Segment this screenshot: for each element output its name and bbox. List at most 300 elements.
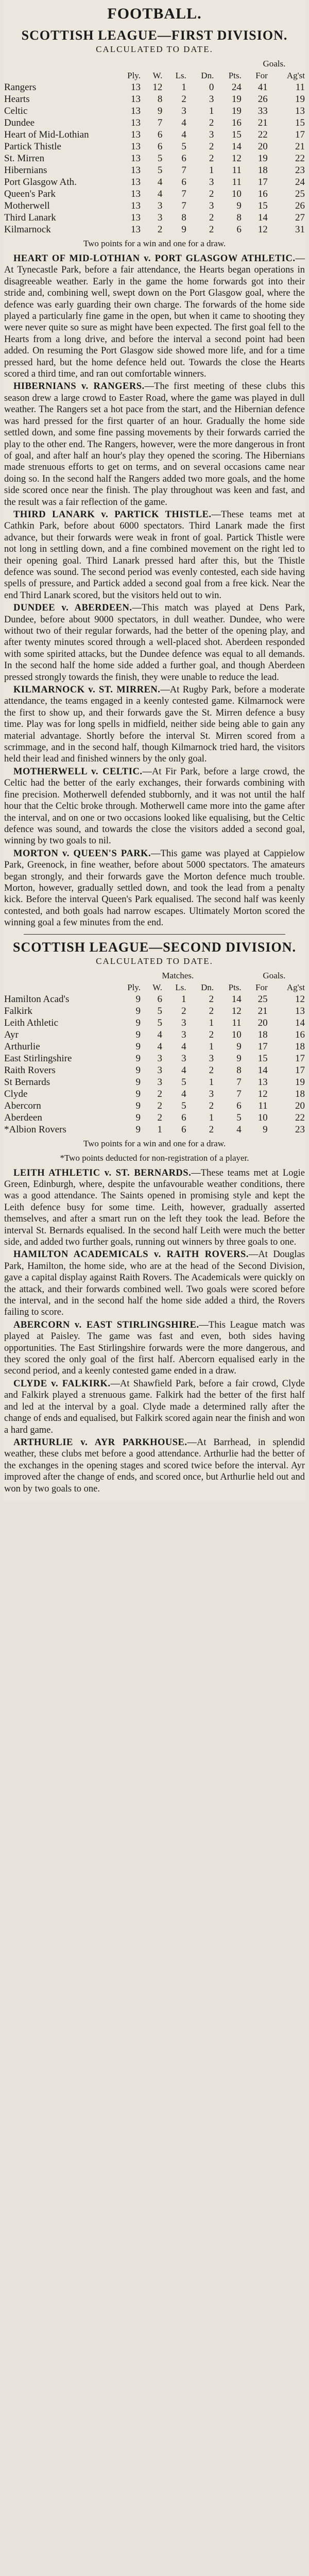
match-report-lead: KILMARNOCK v. ST. MIRREN. bbox=[13, 685, 161, 696]
stat-l: 4 bbox=[181, 1041, 186, 1052]
match-report-text: —At Rugby Park, before a moderate attendance, the teams engaged in a keenly contested game. Kilmarnock were the first to show up, and their forwards gave the St. Mirren defence a busy time. Play was for long spells in midfield, neither side being able to gain any material advantage. Shortly before the interval St. Mirren scored from a scrimmage, and in the second half, though Kilmarnock tried hard, the visitors held their lead and finished winners by the only goal. bbox=[4, 685, 305, 765]
stat-gf: 20 bbox=[258, 1017, 268, 1028]
stat-pts: 5 bbox=[236, 1112, 242, 1123]
stat-w: 3 bbox=[157, 200, 163, 211]
match-report bbox=[3, 381, 306, 507]
stat-ga: 13 bbox=[295, 1005, 305, 1016]
second-division-points-note: Two points for a win and one for a draw. bbox=[83, 1138, 226, 1148]
stat-ga: 23 bbox=[295, 1124, 305, 1135]
stat-w: 6 bbox=[157, 129, 163, 140]
stat-pts: 19 bbox=[231, 94, 242, 105]
team-name: Celtic bbox=[4, 106, 28, 116]
team-name: St Bernards bbox=[4, 1076, 50, 1088]
stat-d: 1 bbox=[209, 1112, 214, 1123]
stat-gf: 41 bbox=[258, 82, 268, 93]
match-report-text: —This match was played at Dens Park, Dundee, before about 9000 spectators, in dull weather. Dundee, who were without two of their regular forwards, had the better of the opening play, and after twenty minutes scored through a well-placed shot. Aberdeen responded with some spirited attacks, but the Dundee defence was equal to all demands. In the second half the home side added a further goal, and though Aberdeen pressed strongly towards the finish, they were unable to reduce the lead. bbox=[4, 603, 305, 683]
stat-pts: 10 bbox=[231, 189, 242, 199]
team-name: Arthurlie bbox=[4, 1041, 40, 1052]
match-report bbox=[3, 766, 306, 847]
stat-ply: 13 bbox=[130, 153, 141, 164]
team-name: Abercorn bbox=[4, 1100, 41, 1111]
column-header: Dn. bbox=[201, 71, 214, 80]
table-row bbox=[3, 152, 306, 164]
team-name: St. Mirren bbox=[4, 153, 45, 164]
stat-d: 3 bbox=[209, 129, 214, 140]
team-name: Heart of Mid-Lothian bbox=[4, 129, 89, 140]
stat-w: 9 bbox=[157, 106, 163, 116]
goals-header: Goals. bbox=[263, 970, 286, 980]
table-row bbox=[3, 129, 306, 141]
stat-pts: 4 bbox=[236, 1124, 242, 1135]
stat-ga: 15 bbox=[295, 117, 305, 128]
stat-ga: 23 bbox=[295, 165, 305, 176]
stat-l: 3 bbox=[181, 106, 186, 116]
stat-gf: 18 bbox=[258, 1029, 268, 1040]
stat-l: 7 bbox=[181, 165, 186, 176]
stat-ply: 13 bbox=[130, 129, 141, 140]
column-header: Ag'st bbox=[286, 982, 305, 992]
stat-w: 5 bbox=[157, 165, 163, 176]
column-header: Ls. bbox=[175, 982, 186, 992]
stat-gf: 10 bbox=[258, 1112, 268, 1123]
stat-w: 1 bbox=[157, 1124, 162, 1135]
stat-ga: 16 bbox=[295, 1029, 305, 1040]
stat-pts: 9 bbox=[236, 200, 242, 211]
stat-w: 3 bbox=[157, 1053, 162, 1064]
stat-ply: 13 bbox=[130, 212, 141, 223]
stat-pts: 7 bbox=[236, 1088, 242, 1099]
stat-d: 2 bbox=[209, 189, 214, 199]
stat-ply: 9 bbox=[135, 993, 141, 1005]
match-report-text: —This League match was played at Paisley. The game was fast and even, both sides having opportunities. The East Stirlingshire forwards were the more dangerous, and they scored the only goal of the first half. Abercorn equalised early in the second period, and a keenly contested game ended in a draw. bbox=[4, 1319, 305, 1377]
stat-ga: 17 bbox=[295, 1053, 305, 1064]
match-report-text: —At Douglas Park, Hamilton, the home side, who are at the head of the Second Division, gave a capital display against Raith Rovers. The Academicals were quickly on the attack, and their forwards combined well. Two goals were scored before the interval, and in the second half the home side added a third, the Rovers failing to score. bbox=[4, 1249, 305, 1318]
match-report-text: —These teams met at Logie Green, Edinburgh, where, despite the unfavourable weather conditions, there was a good attendance. The Saints opened in promising style and kept the Leith defence busy for some time. Leith, however, gradually asserted themselves, and after a smart run on the left they took the lead. Before the interval St. Bernards equalised. In the second half Leith were much the better side, and added two further goals, running out winners by three goals to one. bbox=[4, 1167, 305, 1247]
stat-d: 2 bbox=[209, 212, 214, 223]
stat-gf: 25 bbox=[258, 993, 268, 1005]
first-division-reports bbox=[3, 253, 306, 929]
match-report bbox=[3, 509, 306, 601]
team-name: Dundee bbox=[4, 117, 35, 128]
column-header: Ply. bbox=[127, 71, 141, 80]
stat-pts: 6 bbox=[236, 1100, 242, 1111]
stat-gf: 26 bbox=[258, 94, 268, 105]
table-row bbox=[3, 1124, 306, 1136]
stat-ply: 9 bbox=[135, 1076, 141, 1088]
stat-pts: 16 bbox=[231, 117, 242, 128]
match-report bbox=[3, 1319, 306, 1377]
table-row bbox=[3, 200, 306, 212]
first-division-points-note: Two points for a win and one for a draw. bbox=[83, 239, 226, 248]
matches-header: Matches. bbox=[162, 970, 194, 980]
first-division-title: SCOTTISH LEAGUE—FIRST DIVISION. bbox=[21, 28, 288, 43]
stat-ply: 9 bbox=[135, 1112, 141, 1123]
first-division-section bbox=[3, 28, 306, 929]
stat-pts: 10 bbox=[231, 1029, 242, 1040]
column-header: Ag'st bbox=[286, 71, 305, 80]
match-report-text: —These teams met at Cathkin Park, before about 6000 spectators. Third Lanark made the first advance, but their forwards were weak in front of goal. Partick Thistle were not long in settling down, and a fine combined movement on the right led to their opening goal. Third Lanark pressed hard after this, but the Thistle defence was sound. The second period was evenly contested, each side having spells of pressure, and Partick added a second goal from a free kick. Near the end Third Lanark scored, but the visitors held out to win. bbox=[4, 509, 305, 601]
match-report-lead: HEART OF MID-LOTHIAN v. PORT GLASGOW ATHLETIC. bbox=[13, 253, 296, 264]
second-division-title: SCOTTISH LEAGUE—SECOND DIVISION. bbox=[13, 939, 296, 955]
column-header: W. bbox=[152, 71, 163, 80]
stat-ply: 13 bbox=[130, 165, 141, 176]
stat-l: 4 bbox=[181, 1064, 186, 1076]
team-name: Kilmarnock bbox=[4, 224, 51, 235]
match-report bbox=[3, 1378, 306, 1436]
table-row bbox=[3, 1017, 306, 1029]
stat-gf: 18 bbox=[258, 165, 268, 176]
second-division-deduction-note: *Two points deducted for non-registration of a player. bbox=[60, 1153, 249, 1163]
stat-ga: 27 bbox=[295, 212, 305, 223]
stat-l: 3 bbox=[181, 1053, 186, 1064]
table-row bbox=[3, 1088, 306, 1100]
match-report-text: —At Barrhead, in splendid weather, these clubs met before a good attendance. Arthurlie had the better of the exchanges in the opening stages and scored twice before the interval. Ayr improved after the change of ends, and scored once, but Arthurlie held out and won by two goals to one. bbox=[4, 1437, 305, 1494]
stat-l: 1 bbox=[181, 82, 186, 93]
stat-ga: 22 bbox=[295, 1112, 305, 1123]
match-report-lead: ABERCORN v. EAST STIRLINGSHIRE. bbox=[13, 1319, 199, 1330]
match-report-lead: CLYDE v. FALKIRK. bbox=[13, 1378, 111, 1389]
stat-ply: 13 bbox=[130, 200, 141, 211]
table-row bbox=[3, 117, 306, 129]
stat-ply: 9 bbox=[135, 1124, 141, 1135]
first-division-calculated: CALCULATED TO DATE. bbox=[96, 44, 213, 54]
stat-w: 2 bbox=[157, 224, 163, 235]
column-header: Pts. bbox=[228, 71, 242, 80]
stat-pts: 8 bbox=[236, 212, 242, 223]
table-row bbox=[3, 141, 306, 152]
stat-ga: 11 bbox=[295, 82, 305, 93]
section-divider bbox=[24, 934, 285, 935]
table-row bbox=[3, 81, 306, 93]
stat-pts: 8 bbox=[236, 1064, 242, 1076]
table-row bbox=[3, 164, 306, 176]
stat-ply: 13 bbox=[130, 106, 141, 116]
match-report-text: —The first meeting of these clubs this season drew a large crowd to Easter Road, where the game was played in dull weather. The Rangers set a hot pace from the start, and the Hibernian defence was hard pressed for the first quarter of an hour. Gradually the home side settled down, and some fine passing movements by their forwards carried the play to the other end. The Rangers, however, were the more dangerous in front of goal, and after half an hour's play they opened the scoring. The Hibernians made strenuous efforts to get on terms, and on several occasions came near doing so. In the second half the Rangers added two more goals, and the home side scored once near the finish. The play throughout was keen and fast, and the result was a fair reflection of the game. bbox=[4, 381, 305, 507]
match-report bbox=[3, 684, 306, 765]
stat-pts: 7 bbox=[236, 1076, 242, 1088]
stat-pts: 6 bbox=[236, 224, 242, 235]
table-row bbox=[3, 105, 306, 117]
stat-pts: 11 bbox=[232, 165, 242, 176]
stat-d: 2 bbox=[209, 1064, 214, 1076]
stat-d: 2 bbox=[209, 117, 214, 128]
stat-ply: 13 bbox=[130, 117, 141, 128]
stat-ply: 13 bbox=[130, 189, 141, 199]
team-name: *Albion Rovers bbox=[4, 1124, 66, 1135]
stat-l: 2 bbox=[181, 1005, 186, 1016]
stat-d: 2 bbox=[209, 224, 214, 235]
table-row bbox=[3, 188, 306, 200]
team-name: Aberdeen bbox=[4, 1112, 42, 1123]
match-report bbox=[3, 253, 306, 380]
stat-gf: 12 bbox=[258, 224, 268, 235]
stat-l: 6 bbox=[181, 177, 186, 188]
match-report-text: —At Shawfield Park, before a fair crowd, Clyde and Falkirk played a strenuous game. Falkirk had the better of the first half and led at the interval by a goal. Clyde made a determined rally after the change of ends and equalised, but Falkirk scored again near the finish and won a hard game. bbox=[4, 1378, 305, 1435]
match-report bbox=[3, 848, 306, 929]
stat-pts: 14 bbox=[231, 993, 242, 1005]
team-name: Partick Thistle bbox=[4, 141, 61, 152]
column-header: Ls. bbox=[175, 71, 186, 80]
stat-l: 4 bbox=[181, 117, 186, 128]
column-header: Dn. bbox=[201, 982, 214, 992]
stat-w: 7 bbox=[157, 117, 163, 128]
goals-header: Goals. bbox=[263, 59, 286, 69]
stat-ga: 20 bbox=[295, 1100, 305, 1111]
stat-ga: 18 bbox=[295, 1088, 305, 1099]
team-name: Third Lanark bbox=[4, 212, 56, 223]
team-name: Leith Athletic bbox=[4, 1017, 59, 1028]
stat-d: 3 bbox=[209, 200, 214, 211]
match-report bbox=[3, 1437, 306, 1495]
stat-ply: 9 bbox=[135, 1041, 141, 1052]
team-name: Rangers bbox=[4, 82, 37, 93]
stat-ga: 17 bbox=[295, 1064, 305, 1076]
stat-d: 2 bbox=[209, 1124, 214, 1135]
table-row bbox=[3, 1076, 306, 1088]
stat-d: 0 bbox=[209, 82, 214, 93]
stat-d: 2 bbox=[209, 1100, 214, 1111]
stat-ply: 13 bbox=[130, 141, 141, 152]
stat-pts: 12 bbox=[231, 153, 242, 164]
stat-l: 7 bbox=[181, 200, 186, 211]
stat-l: 4 bbox=[181, 129, 186, 140]
stat-ga: 19 bbox=[295, 1076, 305, 1088]
stat-ga: 14 bbox=[295, 1017, 305, 1028]
match-report-lead: LEITH ATHLETIC v. ST. BERNARDS. bbox=[13, 1167, 192, 1178]
stat-d: 2 bbox=[209, 993, 214, 1005]
stat-ga: 22 bbox=[295, 153, 305, 164]
first-division-column-header-row bbox=[3, 70, 306, 81]
stat-gf: 15 bbox=[258, 200, 268, 211]
table-row bbox=[3, 1005, 306, 1017]
stat-d: 3 bbox=[209, 177, 214, 188]
stat-pts: 11 bbox=[232, 1017, 242, 1028]
stat-w: 2 bbox=[157, 1112, 162, 1123]
second-division-section bbox=[3, 940, 306, 1495]
stat-w: 4 bbox=[157, 189, 163, 199]
stat-gf: 11 bbox=[258, 1100, 268, 1111]
stat-w: 4 bbox=[157, 1029, 162, 1040]
stat-w: 4 bbox=[157, 1041, 162, 1052]
stat-gf: 19 bbox=[258, 153, 268, 164]
stat-l: 5 bbox=[181, 1076, 186, 1088]
table-row bbox=[3, 1112, 306, 1124]
stat-l: 9 bbox=[181, 224, 186, 235]
match-report-text: —This game was played at Cappielow Park, Greenock, in fine weather, before about 5000 spectators. The amateurs began strongly, and their forwards gave the Morton defence much trouble. Morton, however, gradually settled down, and took the lead from a penalty kick. Before the interval Queen's Park equalised. The second half was keenly contested, and both goals had narrow escapes. Ultimately Morton scored the winning goal a few minutes from the end. bbox=[4, 848, 305, 928]
stat-d: 1 bbox=[209, 1017, 214, 1028]
stat-gf: 14 bbox=[258, 212, 268, 223]
newspaper-column bbox=[3, 0, 306, 1501]
team-name: Motherwell bbox=[4, 200, 50, 211]
stat-w: 3 bbox=[157, 212, 163, 223]
stat-gf: 14 bbox=[258, 1064, 268, 1076]
stat-l: 1 bbox=[181, 993, 186, 1005]
stat-ply: 9 bbox=[135, 1100, 141, 1111]
table-row bbox=[3, 224, 306, 235]
stat-l: 6 bbox=[181, 153, 186, 164]
stat-ga: 24 bbox=[295, 177, 305, 188]
stat-ga: 31 bbox=[295, 224, 305, 235]
stat-pts: 19 bbox=[231, 106, 242, 116]
stat-w: 4 bbox=[157, 177, 163, 188]
stat-ply: 13 bbox=[130, 224, 141, 235]
team-name: Hibernians bbox=[4, 165, 47, 176]
table-row bbox=[3, 176, 306, 188]
table-row bbox=[3, 1053, 306, 1064]
stat-d: 3 bbox=[209, 94, 214, 105]
stat-ply: 9 bbox=[135, 1017, 141, 1028]
stat-gf: 13 bbox=[258, 1076, 268, 1088]
stat-d: 1 bbox=[209, 1076, 214, 1088]
stat-l: 5 bbox=[181, 141, 186, 152]
stat-gf: 33 bbox=[258, 106, 268, 116]
match-report-lead: MORTON v. QUEEN'S PARK. bbox=[13, 848, 151, 859]
stat-w: 2 bbox=[157, 1100, 162, 1111]
match-report-lead: THIRD LANARK v. PARTICK THISTLE. bbox=[13, 509, 212, 520]
stat-d: 1 bbox=[209, 165, 214, 176]
stat-l: 4 bbox=[181, 1088, 186, 1099]
stat-ply: 13 bbox=[130, 94, 141, 105]
stat-gf: 17 bbox=[258, 1041, 268, 1052]
table-row bbox=[3, 993, 306, 1005]
stat-ply: 9 bbox=[135, 1005, 141, 1016]
team-name: Queen's Park bbox=[4, 189, 56, 199]
stat-gf: 20 bbox=[258, 141, 268, 152]
stat-gf: 21 bbox=[258, 117, 268, 128]
match-report-lead: ARTHURLIE v. AYR PARKHOUSE. bbox=[13, 1437, 187, 1448]
second-division-group-header-row bbox=[3, 970, 306, 981]
stat-ga: 26 bbox=[295, 200, 305, 211]
match-report-lead: HIBERNIANS v. RANGERS. bbox=[13, 381, 145, 392]
team-column-header bbox=[3, 58, 113, 70]
second-division-reports bbox=[3, 1167, 306, 1495]
stat-w: 3 bbox=[157, 1064, 162, 1076]
stat-pts: 9 bbox=[236, 1053, 242, 1064]
second-division-table bbox=[3, 970, 306, 1136]
second-division-calculated: CALCULATED TO DATE. bbox=[96, 956, 213, 966]
second-division-table-body bbox=[3, 993, 306, 1136]
stat-ga: 17 bbox=[295, 129, 305, 140]
stat-d: 2 bbox=[209, 153, 214, 164]
stat-l: 8 bbox=[181, 212, 186, 223]
table-row bbox=[3, 1041, 306, 1053]
stat-ply: 9 bbox=[135, 1064, 141, 1076]
stat-gf: 22 bbox=[258, 129, 268, 140]
stat-w: 5 bbox=[157, 1005, 162, 1016]
stat-pts: 14 bbox=[231, 141, 242, 152]
stat-gf: 16 bbox=[258, 189, 268, 199]
stat-ga: 13 bbox=[295, 106, 305, 116]
table-row bbox=[3, 93, 306, 105]
match-report bbox=[3, 602, 306, 683]
stat-pts: 11 bbox=[232, 177, 242, 188]
stat-l: 6 bbox=[181, 1112, 186, 1123]
stat-d: 2 bbox=[209, 1029, 214, 1040]
first-division-goals-header-row bbox=[3, 58, 306, 70]
stat-d: 2 bbox=[209, 141, 214, 152]
stat-ply: 9 bbox=[135, 1088, 141, 1099]
stat-gf: 17 bbox=[258, 177, 268, 188]
stat-ga: 21 bbox=[295, 141, 305, 152]
stat-ga: 18 bbox=[295, 1041, 305, 1052]
stat-w: 8 bbox=[157, 94, 163, 105]
team-name: Ayr bbox=[4, 1029, 19, 1040]
stat-d: 1 bbox=[209, 106, 214, 116]
stat-w: 6 bbox=[157, 141, 163, 152]
match-report bbox=[3, 1249, 306, 1318]
stat-w: 12 bbox=[152, 82, 163, 93]
match-report-lead: DUNDEE v. ABERDEEN. bbox=[13, 603, 132, 614]
stat-l: 5 bbox=[181, 1100, 186, 1111]
stat-gf: 9 bbox=[263, 1124, 268, 1135]
stat-pts: 15 bbox=[231, 129, 242, 140]
stat-w: 3 bbox=[157, 1076, 162, 1088]
stat-w: 6 bbox=[157, 993, 162, 1005]
second-division-column-header-row bbox=[3, 981, 306, 993]
stat-ply: 9 bbox=[135, 1053, 141, 1064]
stat-gf: 15 bbox=[258, 1053, 268, 1064]
column-header: Pts. bbox=[228, 982, 242, 992]
team-name: Raith Rovers bbox=[4, 1064, 56, 1076]
stat-w: 2 bbox=[157, 1088, 162, 1099]
team-name: East Stirlingshire bbox=[4, 1053, 72, 1064]
stat-l: 6 bbox=[181, 1124, 186, 1135]
stat-ply: 9 bbox=[135, 1029, 141, 1040]
match-report-text: —At Tynecastle Park, before a fair attendance, the Hearts began operations in disagreeable weather. Early in the game the home forwards got into their stride and, combining well, swept down on the Port Glasgow goal, where the defence was early guarding their own charge. The forwards of the home side played a particularly fine game in the open, but when it came to shooting they were never quite so sure as might have been expected. The first goal fell to the Hearts from a long drive, and before the interval a second point had been added. On resuming the Port Glasgow side showed more life, and for a time pressed hard, but the home defence held out. Towards the close the Hearts scored a third time, and ran out comfortable winners. bbox=[4, 253, 305, 380]
stat-w: 5 bbox=[157, 153, 163, 164]
stat-d: 3 bbox=[209, 1053, 214, 1064]
stat-l: 3 bbox=[181, 1017, 186, 1028]
match-report bbox=[3, 1167, 306, 1248]
column-header: For bbox=[255, 982, 268, 992]
stat-d: 2 bbox=[209, 1005, 214, 1016]
stat-ga: 19 bbox=[295, 94, 305, 105]
first-division-table-body bbox=[3, 81, 306, 235]
stat-pts: 12 bbox=[231, 1005, 242, 1016]
first-division-table bbox=[3, 58, 306, 235]
match-report-text: —At Fir Park, before a large crowd, the Celtic had the better of the early exchanges, their forwards combining with fine precision. Motherwell defended stubbornly, and it was not until the half hour that the Celtic broke through. Motherwell came more into the game after the interval, and on one or two occasions looked like equalising, but the Celtic defence was sound, and towards the close the visitors added a second goal, winning by two goals to nil. bbox=[4, 766, 305, 846]
team-name: Port Glasgow Ath. bbox=[4, 177, 77, 188]
page-heading: FOOTBALL. bbox=[107, 5, 202, 22]
column-header: For bbox=[255, 71, 268, 80]
stat-d: 1 bbox=[209, 1041, 214, 1052]
team-name: Falkirk bbox=[4, 1005, 32, 1016]
stat-ga: 25 bbox=[295, 189, 305, 199]
column-header: Ply. bbox=[127, 982, 141, 992]
stat-l: 2 bbox=[181, 94, 186, 105]
stat-w: 5 bbox=[157, 1017, 162, 1028]
stat-pts: 24 bbox=[231, 82, 242, 93]
stat-d: 3 bbox=[209, 1088, 214, 1099]
table-row bbox=[3, 1064, 306, 1076]
stat-gf: 21 bbox=[258, 1005, 268, 1016]
table-row bbox=[3, 212, 306, 224]
stat-l: 3 bbox=[181, 1029, 186, 1040]
match-report-lead: MOTHERWELL v. CELTIC. bbox=[13, 766, 143, 777]
table-row bbox=[3, 1100, 306, 1112]
match-report-lead: HAMILTON ACADEMICALS v. RAITH ROVERS. bbox=[13, 1249, 249, 1260]
team-name: Hearts bbox=[4, 94, 30, 105]
stat-ply: 13 bbox=[130, 177, 141, 188]
stat-ply: 13 bbox=[130, 82, 141, 93]
stat-gf: 12 bbox=[258, 1088, 268, 1099]
team-name: Hamilton Acad's bbox=[4, 993, 70, 1005]
stat-ga: 12 bbox=[295, 993, 305, 1005]
table-row bbox=[3, 1029, 306, 1041]
stat-pts: 9 bbox=[236, 1041, 242, 1052]
team-name: Clyde bbox=[4, 1088, 28, 1099]
stat-l: 7 bbox=[181, 189, 186, 199]
